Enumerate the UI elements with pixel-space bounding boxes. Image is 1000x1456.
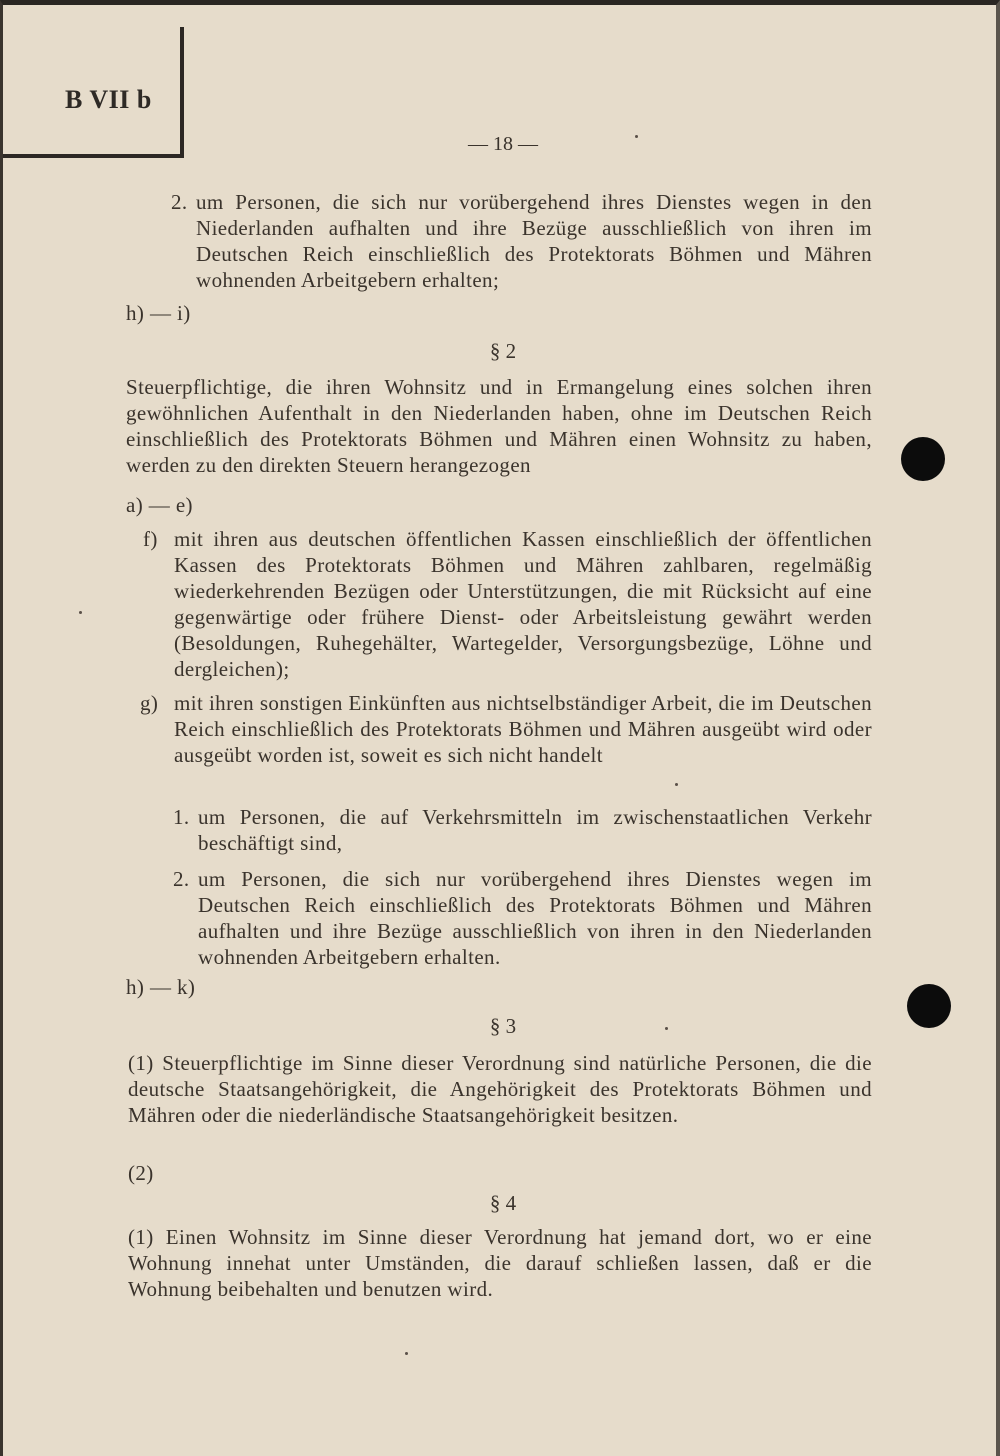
skip-marker-a-e: a) — e) [126, 493, 193, 517]
punch-hole-upper [901, 437, 945, 481]
skip-marker-h-k: h) — k) [126, 975, 196, 999]
paper-speck [405, 1352, 408, 1355]
item-g2-text: um Personen, die sich nur vorübergehend ihres Dienstes wegen im Deutschen Reich einschließlich des Protektorats Böhmen und Mähren aufhalten und ihre Bezüge ausschließlich von ihren in den Niederlanden wohnenden Arbeitgebern erhalten. [198, 867, 872, 969]
skip-marker-h-i: h) — i) [126, 301, 191, 325]
archive-stamp-label: B VII b [65, 85, 152, 114]
item-g1-label: 1. [173, 805, 190, 829]
paper-speck [675, 783, 678, 786]
section-2-heading: § 2 [489, 339, 517, 363]
page-number: — 18 — [468, 133, 538, 155]
section-2-intro: Steuerpflichtige, die ihren Wohnsitz und in Ermangelung eines solchen ihren gewöhnlichen Aufenthalt in den Niederlanden haben, ohne im Deutschen Reich einschließlich des Protektorats Böhmen und Mähren einen Wohnsitz zu haben, werden zu den direkten Steuern herangezogen [126, 375, 872, 477]
paper-speck [665, 1027, 668, 1030]
item-g-text: mit ihren sonstigen Einkünften aus nichtselbständiger Arbeit, die im Deutschen Reich einschließlich des Protektorats Böhmen und Mähren ausgeübt wird oder ausgeübt worden ist, soweit es sich nicht handelt [174, 691, 872, 767]
item2-top-text [196, 189, 872, 293]
section-4-para-1: (1) Einen Wohnsitz im Sinne dieser Verordnung hat jemand dort, wo er eine Wohnung innehat unter Umständen, die darauf schließen lassen, daß er die Wohnung beibehalten und benutzen wird. [128, 1225, 872, 1301]
section-3-para-2: (2) [128, 1161, 154, 1185]
item-g1-text: um Personen, die auf Verkehrsmitteln im zwischenstaatlichen Verkehr beschäftigt sind, [198, 805, 872, 855]
item-g-label: g) [140, 691, 159, 715]
item-f-label: f) [143, 527, 158, 551]
section-3-para-1: (1) Steuerpflichtige im Sinne dieser Verordnung sind natürliche Personen, die die deutsche Staatsangehörigkeit, die Angehörigkeit des Protektorats Böhmen und Mähren oder die niederländische Staatsangehörigkeit besitzen. [128, 1051, 872, 1127]
item-g2-label: 2. [173, 867, 190, 891]
section-4-heading: § 4 [489, 1191, 517, 1215]
item-number-label: 2. [171, 190, 188, 214]
section-3-heading: § 3 [489, 1014, 517, 1038]
item2-top-body: um Personen, die sich nur vorübergehend ihres Dienstes wegen in den Niederlanden aufhalten und ihre Bezüge ausschließlich von ihren im Deutschen Reich einschließlich des Protektorats Böhmen und Mähren wohnenden Arbeitgebern erhalten; [196, 190, 872, 292]
item-f-text: mit ihren aus deutschen öffentlichen Kassen einschließlich der öffentlichen Kassen des Protektorats Böhmen und Mähren zahlbaren, regelmäßig wiederkehrenden Bezügen oder Unterstützungen, die mit Rücksicht auf eine gegenwärtige oder frühere Dienst- oder Arbeitsleistung gewährt werden (Besoldungen, Ruhegehälter, Wartegelder, Versorgungsbezüge, Löhne und dergleichen); [174, 527, 872, 681]
paper-speck [79, 611, 82, 614]
punch-hole-lower [907, 984, 951, 1028]
paper-speck [635, 135, 638, 138]
